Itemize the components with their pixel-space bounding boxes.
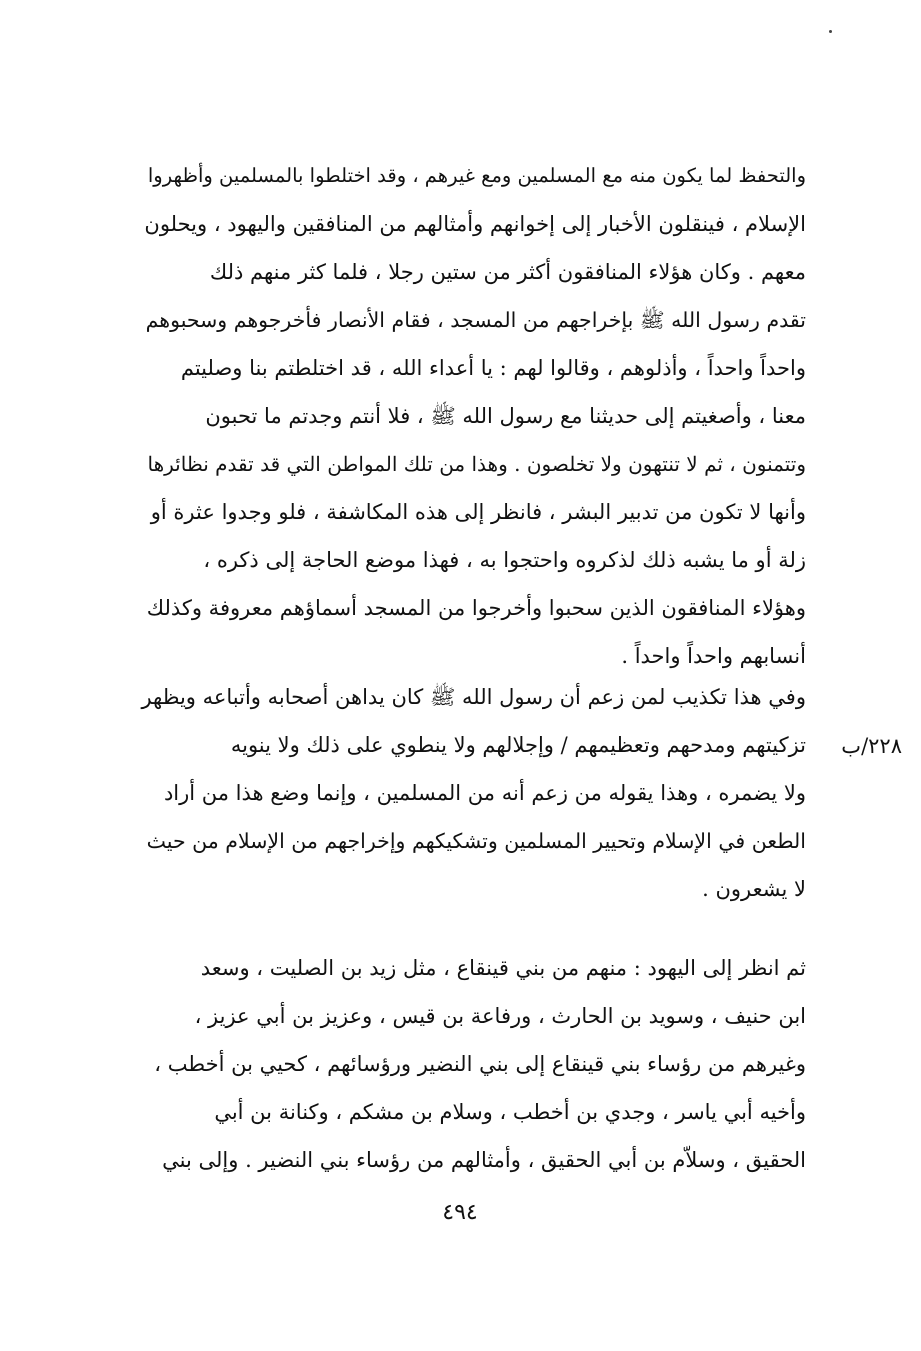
page-number: ٤٩٤: [442, 1200, 478, 1225]
text-line: لا يشعرون .: [702, 877, 806, 901]
text-line: ولا يضمره ، وهذا يقوله من زعم أنه من المسلمين ، وإنما وضع هذا من أراد: [163, 781, 806, 805]
text-line: أنسابهم واحداً واحداً .: [621, 644, 806, 668]
text-line: ابن حنيف ، وسويد بن الحارث ، ورفاعة بن قيس ، وعزيز بن أبي عزيز ،: [194, 1004, 806, 1028]
text-line: تزكيتهم ومدحهم وتعظيمهم / وإجلالهم ولا ينطوي على ذلك ولا ينويه: [230, 733, 806, 757]
text-line: الطعن في الإسلام وتحيير المسلمين وتشكيكهم وإخراجهم من الإسلام من حيث: [146, 829, 806, 853]
text-line: تقدم رسول الله ﷺ بإخراجهم من المسجد ، فقام الأنصار فأخرجوهم وسحبوهم: [145, 308, 806, 332]
text-line: واحداً واحداً ، وأذلوهم ، وقالوا لهم : يا أعداء الله ، قد اختلطتم بنا وصليتم: [180, 356, 806, 380]
text-line: وهؤلاء المنافقون الذين سحبوا وأخرجوا من المسجد أسماؤهم معروفة وكذلك: [146, 596, 806, 620]
text-line: وأنها لا تكون من تدبير البشر ، فانظر إلى هذه المكاشفة ، فلو وجدوا عثرة أو: [150, 500, 806, 524]
text-line: الإسلام ، فينقلون الأخبار إلى إخوانهم وأمثالهم من المنافقين واليهود ، ويحلون: [144, 212, 806, 236]
text-line: معنا ، وأصغيتم إلى حديثنا مع رسول الله ﷺ ، فلا أنتم وجدتم ما تحبون: [205, 404, 806, 428]
text-line: زلة أو ما يشبه ذلك لذكروه واحتجوا به ، فهذا موضع الحاجة إلى ذكره ،: [203, 548, 806, 572]
scan-speck: [829, 30, 832, 33]
folio-margin-note: ٢٢٨/ب: [841, 734, 902, 758]
text-line: وأخيه أبي ياسر ، وجدي بن أخطب ، وسلام بن مشكم ، وكنانة بن أبي: [214, 1100, 806, 1124]
text-line: وتتمنون ، ثم لا تنتهون ولا تخلصون . وهذا من تلك المواطن التي قد تقدم نظائرها: [147, 452, 806, 476]
paragraph-2: [132, 673, 806, 913]
text-line: وفي هذا تكذيب لمن زعم أن رسول الله ﷺ كان يداهن أصحابه وأتباعه ويظهر: [141, 685, 806, 709]
text-line: وغيرهم من رؤساء بني قينقاع إلى بني النضير ورؤسائهم ، كحيي بن أخطب ،: [154, 1052, 806, 1076]
text-line: الحقيق ، وسلاّم بن أبي الحقيق ، وأمثالهم من رؤساء بني النضير . وإلى بني: [162, 1148, 806, 1172]
paragraph-1: [132, 152, 806, 680]
text-line: معهم . وكان هؤلاء المنافقون أكثر من ستين رجلا ، فلما كثر منهم ذلك: [209, 260, 806, 284]
text-line: والتحفظ لما يكون منه مع المسلمين ومع غيرهم ، وقد اختلطوا بالمسلمين وأظهروا: [147, 164, 806, 187]
text-line: ثم انظر إلى اليهود : منهم من بني قينقاع ، مثل زيد بن الصليت ، وسعد: [200, 956, 806, 980]
paragraph-3: [132, 944, 806, 1184]
